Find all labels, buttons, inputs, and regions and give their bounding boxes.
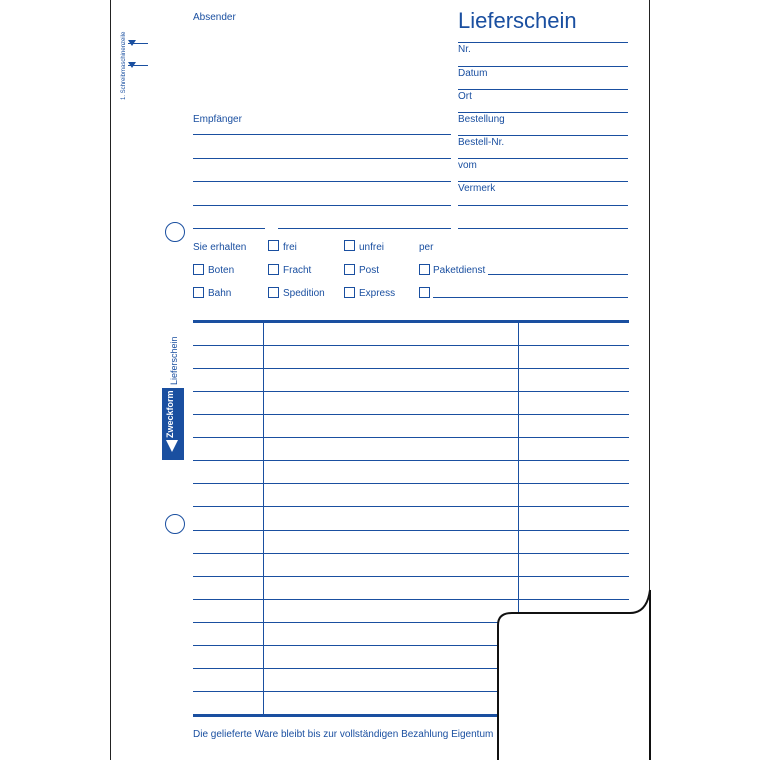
side-title: Lieferschein: [169, 336, 179, 385]
checkbox-paketdienst[interactable]: [419, 264, 430, 275]
received-label: Sie erhalten: [193, 242, 247, 253]
field-vermerk-label: Vermerk: [458, 183, 496, 194]
brand-text: Zweckform: [165, 390, 175, 438]
option-spedition-label: Spedition: [283, 288, 325, 299]
field-extra-line[interactable]: [458, 228, 628, 229]
recipient-line-4[interactable]: [193, 205, 451, 206]
table-row-line[interactable]: [193, 460, 629, 461]
table-row-line[interactable]: [193, 345, 629, 346]
table-row-line[interactable]: [193, 437, 629, 438]
checkbox-unfrei[interactable]: [344, 240, 355, 251]
checkbox-spedition[interactable]: [268, 287, 279, 298]
items-table-top-border: [193, 320, 629, 323]
field-datum-label: Datum: [458, 68, 488, 79]
table-row-line[interactable]: [193, 368, 629, 369]
option-boten-label: Boten: [208, 265, 235, 276]
checkbox-express[interactable]: [344, 287, 355, 298]
punch-hole-top: [165, 222, 185, 242]
checkbox-frei[interactable]: [268, 240, 279, 251]
checkbox-post[interactable]: [344, 264, 355, 275]
table-row-line[interactable]: [193, 530, 629, 531]
option-bahn-label: Bahn: [208, 288, 232, 299]
field-bestellung-line[interactable]: [458, 135, 628, 136]
table-col-divider-1: [263, 322, 264, 716]
option-paketdienst-label: Paketdienst: [433, 265, 486, 276]
table-row-line[interactable]: [193, 391, 629, 392]
recipient-line-5b[interactable]: [278, 228, 451, 229]
recipient-label: Empfänger: [193, 114, 242, 125]
marker-arrow-icon: [128, 62, 136, 68]
checkbox-bahn[interactable]: [193, 287, 204, 298]
field-bestellnr-line[interactable]: [458, 158, 628, 159]
page-title: Lieferschein: [458, 8, 577, 33]
recipient-line-3[interactable]: [193, 181, 451, 182]
ownership-note: Die gelieferte Ware bleibt bis zur vollständigen Bezahlung Eigentum: [193, 729, 494, 740]
right-field-line: [458, 42, 628, 43]
per-label: per: [419, 242, 434, 253]
table-row-line[interactable]: [193, 483, 629, 484]
recipient-line-2[interactable]: [193, 158, 451, 159]
paketdienst-line[interactable]: [488, 274, 628, 275]
field-vom-line[interactable]: [458, 181, 628, 182]
field-vom-label: vom: [458, 160, 477, 171]
field-ort-label: Ort: [458, 91, 472, 102]
field-bestellnr-label: Bestell-Nr.: [458, 137, 505, 148]
sender-label: Absender: [193, 12, 236, 23]
recipient-line-5a[interactable]: [193, 228, 265, 229]
table-row-line[interactable]: [193, 553, 629, 554]
recipient-line-1[interactable]: [193, 134, 451, 135]
field-datum-line[interactable]: [458, 89, 628, 90]
option-express-label: Express: [359, 288, 396, 299]
table-row-line[interactable]: [193, 576, 629, 577]
marker-arrow-icon: [128, 40, 136, 46]
field-nr-line[interactable]: [458, 66, 628, 67]
field-bestellung-label: Bestellung: [458, 114, 505, 125]
checkbox-boten[interactable]: [193, 264, 204, 275]
page-curl: [490, 585, 660, 760]
option-frei-label: frei: [283, 242, 297, 253]
field-nr-label: Nr.: [458, 44, 471, 55]
table-row-line[interactable]: [193, 414, 629, 415]
checkbox-other[interactable]: [419, 287, 430, 298]
option-fracht-label: Fracht: [283, 265, 312, 276]
punch-hole-bottom: [165, 514, 185, 534]
field-vermerk-line[interactable]: [458, 205, 628, 206]
option-post-label: Post: [359, 265, 380, 276]
margin-note: 1. Schreibmaschinenzeile: [121, 31, 127, 100]
option-unfrei-label: unfrei: [359, 242, 385, 253]
checkbox-fracht[interactable]: [268, 264, 279, 275]
table-row-line[interactable]: [193, 506, 629, 507]
other-line[interactable]: [433, 297, 628, 298]
field-ort-line[interactable]: [458, 112, 628, 113]
